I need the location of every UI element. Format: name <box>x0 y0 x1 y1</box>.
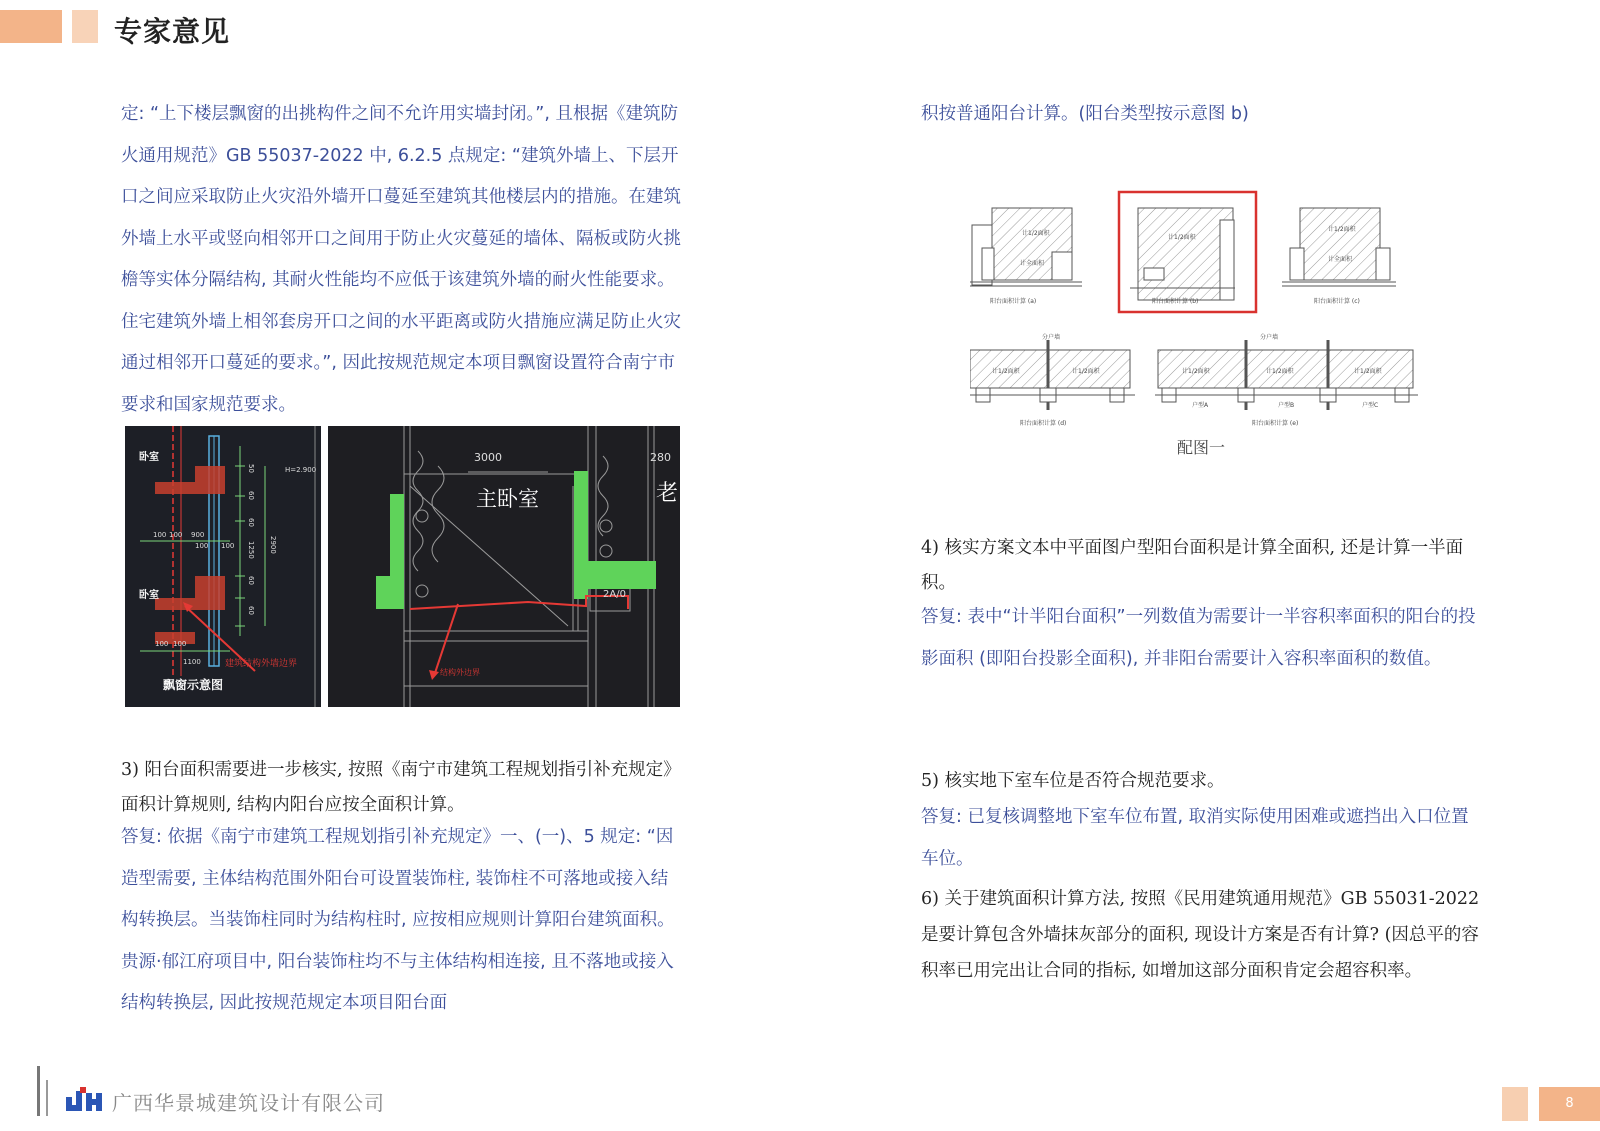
diagram-label-wall-e: 分户墙 <box>1260 334 1279 341</box>
header-accent-bar <box>0 10 62 43</box>
diagram-label-half-a: 计1/2面积 <box>1022 230 1050 237</box>
cad-dim-v-5: 60 <box>247 576 255 585</box>
diagram-label-half-e1: 计1/2面积 <box>1182 368 1210 375</box>
cad-dimension-280: 280 <box>650 451 671 464</box>
diagram-caption-e: 阳台面积计算 (e) <box>1252 420 1299 427</box>
paragraph-continued: 积按普通阳台计算。(阳台类型按示意图 b) <box>921 104 1249 124</box>
diagram-caption-c: 阳台面积计算 (c) <box>1314 298 1360 305</box>
diagram-label-half-e2: 计1/2面积 <box>1266 368 1294 375</box>
cad-dim-v-3: 60 <box>247 518 255 527</box>
company-logo-icon <box>66 1087 104 1117</box>
cad-dim-v-1: 50 <box>247 464 255 473</box>
diagram-label-unit-b: 户型B <box>1278 402 1295 409</box>
diagram-caption-b: 阳台面积计算 (b) <box>1152 298 1199 305</box>
diagram-label-half-e3: 计1/2面积 <box>1354 368 1382 375</box>
master-bedroom-plan-image <box>328 426 680 707</box>
footer-divider-line-thin <box>46 1080 48 1116</box>
diagram-caption-a: 阳台面积计算 (a) <box>990 298 1037 305</box>
diagram-label-full-a: 计全面积 <box>1020 260 1045 267</box>
diagram-label-unit-a: 户型A <box>1192 402 1209 409</box>
answer-5-parking: 答复: 已复核调整地下室车位布置, 取消实际使用困难或遮挡出入口位置车位。 <box>921 807 1469 869</box>
cad-dim-v-2: 60 <box>247 491 255 500</box>
cad-dim-h-7: 100 <box>173 640 187 648</box>
cad-caption-bay-window: 飘窗示意图 <box>163 678 224 692</box>
footer-divider-line <box>37 1066 40 1116</box>
cad-label-elevation: H=2.900 <box>285 466 317 474</box>
paragraph-fire-code: 定: “上下楼层飘窗的出挑构件之间不允许用实墙封闭。”, 且根据《建筑防火通用规范》GB 55037-2022 中, 6.2.5 点规定: “建筑外墙上、下层开口之间应采取防止火灾沿外墙开口蔓延至建筑其他楼层内的措施。在建筑外墙上水平或竖向相邻开口之间用于防止火灾蔓延的墙体、隔板或防火挑檐等实体分隔结构, 其耐火性能均不应低于该建筑外墙的耐火性能要求。住宅建筑外墙上相邻套房开口之间的水平距离或防火措施应满足防止火灾通过相邻开口蔓延的要求。”, 因此按规范规定本项目飘窗设置符合南宁市要求和国家规范要求。 <box>121 104 681 415</box>
bay-window-section-image <box>125 426 321 707</box>
header-accent-bar-light <box>72 10 98 43</box>
cad-dim-h-1: 100 <box>153 531 167 539</box>
diagram-caption-d: 阳台面积计算 (d) <box>1020 420 1067 427</box>
cad-dim-v-total: 2900 <box>269 536 277 554</box>
cad-dim-h-2: 100 <box>169 531 183 539</box>
cad-dim-h-5: 100 <box>221 542 235 550</box>
page-title: 专家意见 <box>114 15 231 48</box>
footer-company-name: 广西华景城建筑设计有限公司 <box>112 1091 385 1115</box>
diagram-label-half-b: 计1/2面积 <box>1168 234 1196 241</box>
diagram-label-half-d2: 计1/2面积 <box>1072 368 1100 375</box>
question-4-balcony-area-type: 4) 核实方案文本中平面图户型阳台面积是计算全面积, 还是计算一半面积。 <box>921 538 1464 593</box>
diagram-label-full-c: 计全面积 <box>1328 256 1353 263</box>
cad-tag-2a0: 2A/0 <box>603 589 626 600</box>
question-3-balcony-area: 3) 阳台面积需要进一步核实, 按照《南宁市建筑工程规划指引补充规定》面积计算规则, 结构内阳台应按全面积计算。 <box>121 760 681 815</box>
answer-3-balcony-area: 答复: 依据《南宁市建筑工程规划指引补充规定》一、(一)、5 规定: “因造型需要, 主体结构范围外阳台可设置装饰柱, 装饰柱不可落地或接入结构转换层。当装饰柱同时为结构柱时, 应按相应规则计算阳台建筑面积。贵源·郁江府项目中, 阳台装饰柱均不与主体结构相连接, 且不落地或接入结构转换层, 因此按规范规定本项目阳台面 <box>121 827 675 1013</box>
cad-annotation-structure-boundary: 结构外边界 <box>440 668 480 677</box>
diagram-label-wall-d: 分户墙 <box>1042 334 1061 341</box>
page-number: 8 <box>1539 1087 1600 1121</box>
diagram-label-half-d1: 计1/2面积 <box>992 368 1020 375</box>
cad-dimension-3000: 3000 <box>474 451 502 464</box>
cad-room-master-bedroom: 主卧室 <box>476 487 539 511</box>
cad-dim-v-4: 1250 <box>247 541 255 559</box>
question-6-area-calculation: 6) 关于建筑面积计算方法, 按照《民用建筑通用规范》GB 55031-2022 是要计算包含外墙抹灰部分的面积, 现设计方案是否有计算? (因总平的容积率已用完出让合同的指标, 如增加这部分面积肯定会超容积率。 <box>921 889 1480 981</box>
cad-label-room-top: 卧室 <box>139 452 159 463</box>
question-5-parking: 5) 核实地下室车位是否符合规范要求。 <box>921 771 1225 791</box>
cad-dim-h-total: 1100 <box>183 658 201 666</box>
diagram-label-half-c: 计1/2面积 <box>1328 226 1356 233</box>
balcony-types-diagram <box>970 190 1450 465</box>
cad-dim-h-3: 900 <box>191 531 205 539</box>
cad-dim-v-6: 60 <box>247 606 255 615</box>
cad-annotation-wall-boundary: 建筑结构外墙边界 <box>225 659 298 669</box>
master-bedroom-drawing <box>328 426 680 707</box>
page-number-accent-bar <box>1502 1087 1528 1121</box>
diagram-label-unit-c: 户型C <box>1362 402 1379 409</box>
cad-dim-h-4: 100 <box>195 542 209 550</box>
diagram-caption: 配图一 <box>1177 438 1226 457</box>
cad-label-room-bottom: 卧室 <box>139 590 159 601</box>
cad-dim-h-6: 100 <box>155 640 169 648</box>
answer-4-balcony-area-type: 答复: 表中“计半阳台面积”一列数值为需要计一半容积率面积的阳台的投影面积 (即阳台投影全面积), 并非阳台需要计入容积率面积的数值。 <box>921 607 1476 669</box>
cad-room-partial: 老 <box>656 481 679 506</box>
